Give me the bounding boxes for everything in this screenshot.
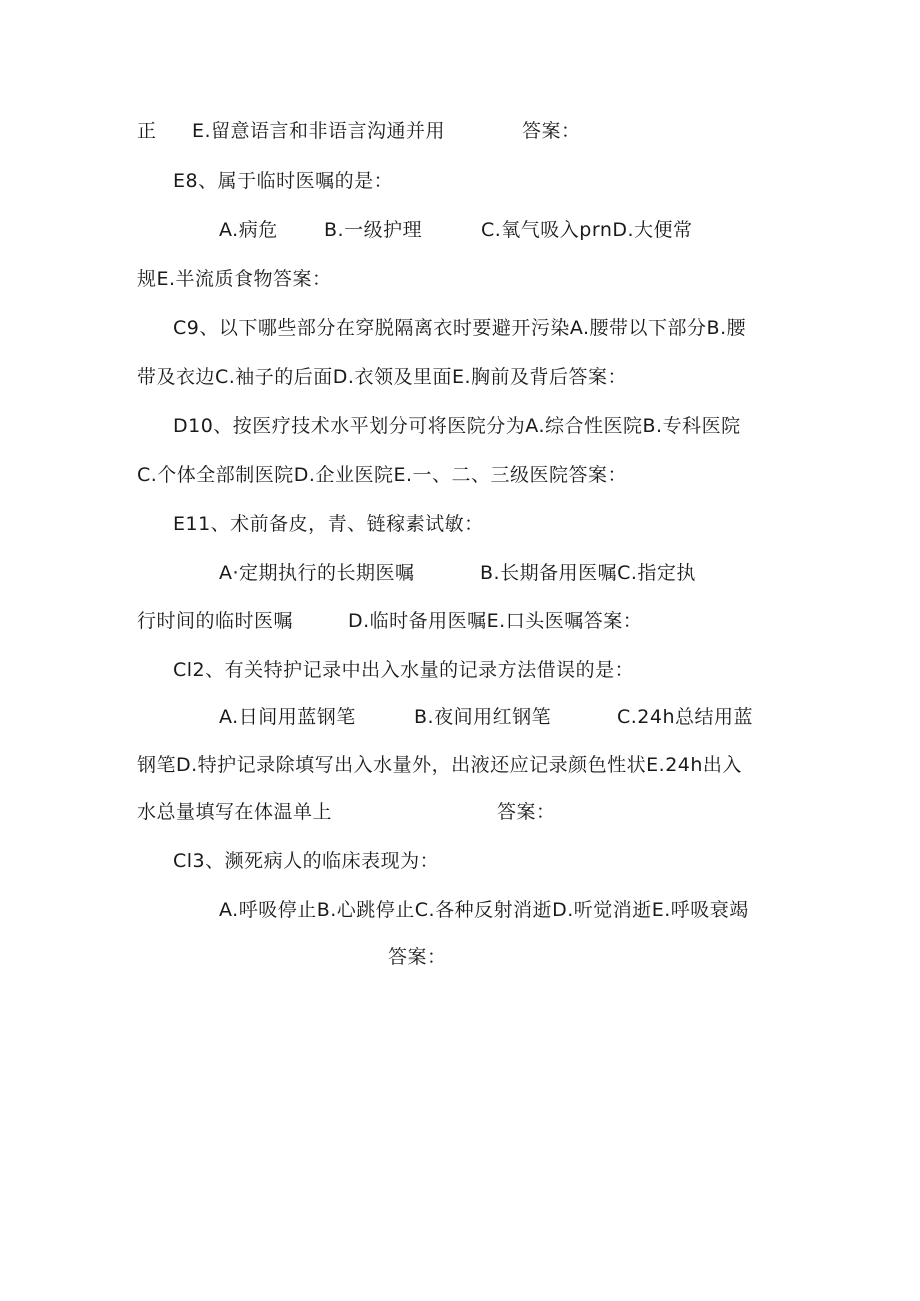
text-segment: E.留意语言和非语言沟通并用 (192, 120, 446, 142)
option-text: C.24h总结用蓝 (617, 706, 754, 728)
option-text: A.病危 (219, 219, 278, 241)
text-segment: 正 (137, 120, 157, 142)
document-page: 正 E.留意语言和非语言沟通并用 答案： E8、属于临时医嘱的是： A.病危 B.一级护理 C.氧气吸入prnD.大便常 规E.半流质食物答案： C9、以下哪些部分在穿脱隔离衣时要避开污染A.腰带以下部分B.腰 带及衣边C.袖子的后面D.衣领及里面E.胸前及背后答案： D10、按医疗技术水平划分可将医院分为A.综合性医院B.专科医院 C.个体全部制医院D.企业医院E.一、二、三级医院答案： E11、术前备皮，青、链稼素试敏： A·定期执行的长期医嘱 B.长期备用医嘱C.指定执 行时间的临时医嘱 D.临时备用医嘱E.口头医嘱答案： Cl2、有关特护记录中出入水量的记录方法借误的是： A.日间用蓝钢笔 B.夜间用红钢笔 C.24h总结用蓝 钢笔D.特护记录除填写出入水量外，出液还应记录颜色性状E.24h出入 水总量填写在体温单上 答案： Cl3、濒死病人的临床表现为： A.呼吸停止B.心跳停止C.各种反射消逝D.听觉消逝E.呼吸衰竭 答案： (137, 120, 754, 968)
option-text: A.日间用蓝钢笔 (219, 706, 356, 728)
option-text: B.夜间用红钢笔 (414, 706, 552, 728)
option-text: C.氧气吸入prnD.大便常 (481, 219, 693, 241)
option-text: B.一级护理 (324, 219, 423, 241)
option-text: A·定期执行的长期医嘱 (219, 562, 415, 584)
text-segment: 答案： (522, 120, 581, 142)
option-text: B.长期备用医嘱C.指定执 (480, 562, 696, 584)
